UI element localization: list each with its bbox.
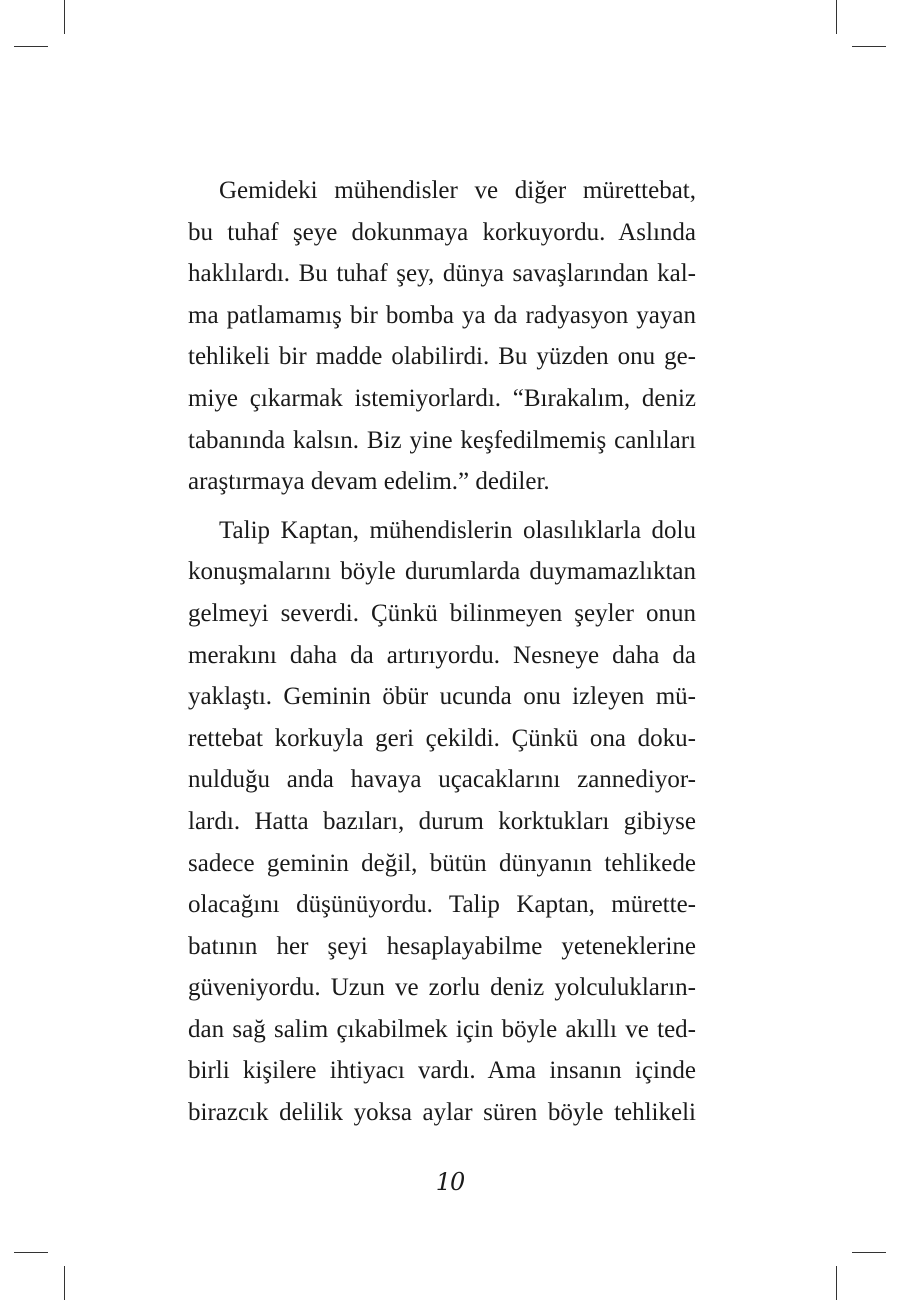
crop-mark-top-right-vertical	[836, 0, 837, 34]
text-line: merakını daha da artırıyordu. Nesneye daha da	[188, 641, 696, 669]
text-line: tehlikeli bir madde olabilirdi. Bu yüzden onu ge-	[188, 343, 696, 371]
text-line: nulduğu anda havaya uçacaklarını zannediyor-	[188, 766, 696, 794]
text-line: birazcık delilik yoksa aylar süren böyle tehlikeli	[188, 1099, 696, 1127]
text-line: rettebat korkuyla geri çekildi. Çünkü ona doku-	[188, 724, 696, 752]
crop-mark-bottom-right-horizontal	[852, 1252, 886, 1253]
text-line: miye çıkarmak istemiyorlardı. “Bırakalım, deniz	[188, 384, 696, 412]
crop-mark-top-left-vertical	[64, 0, 65, 34]
text-line: Gemideki mühendisler ve diğer mürettebat,	[219, 177, 696, 204]
text-line: ma patlamamış bir bomba ya da radyasyon yayan	[188, 301, 696, 329]
text-line: sadece geminin değil, bütün dünyanın tehlikede	[188, 849, 696, 877]
text-line: Talip Kaptan, mühendislerin olasılıklarla dolu	[219, 516, 696, 544]
text-line: birli kişilere ihtiyacı vardı. Ama insanın içinde	[188, 1057, 696, 1085]
paragraph-2	[188, 510, 696, 1134]
crop-mark-top-left-horizontal	[14, 46, 48, 47]
text-line: bu tuhaf şeye dokunmaya korkuyordu. Aslında	[188, 218, 696, 246]
body-text	[188, 170, 696, 1134]
paragraph-1	[188, 170, 696, 503]
text-line: haklılardı. Bu tuhaf şey, dünya savaşlarından kal-	[188, 260, 696, 288]
text-line: lardı. Hatta bazıları, durum korktukları gibiyse	[188, 807, 696, 835]
text-line: tabanında kalsın. Biz yine keşfedilmemiş canlıları	[188, 426, 696, 454]
crop-mark-top-right-horizontal	[852, 46, 886, 47]
text-line: yaklaştı. Geminin öbür ucunda onu izleyen mü-	[188, 683, 696, 711]
crop-mark-bottom-left-horizontal	[14, 1252, 48, 1253]
text-line: konuşmalarını böyle durumlarda duymamazlıktan	[188, 558, 696, 586]
page-number: 10	[435, 1168, 465, 1196]
text-line: dan sağ salim çıkabilmek için böyle akıllı ve ted-	[188, 1015, 696, 1043]
crop-mark-bottom-left-vertical	[64, 1266, 65, 1300]
text-line: batının her şeyi hesaplayabilme yeteneklerine	[188, 932, 696, 960]
text-line: araştırmaya devam edelim.” dediler.	[188, 468, 550, 496]
text-line: güveniyordu. Uzun ve zorlu deniz yolculukların-	[188, 974, 696, 1002]
crop-mark-bottom-right-vertical	[836, 1266, 837, 1300]
paragraph-gap	[188, 503, 696, 510]
text-line: olacağını düşünüyordu. Talip Kaptan, mürette-	[188, 891, 696, 919]
text-line: gelmeyi severdi. Çünkü bilinmeyen şeyler onun	[188, 599, 696, 627]
